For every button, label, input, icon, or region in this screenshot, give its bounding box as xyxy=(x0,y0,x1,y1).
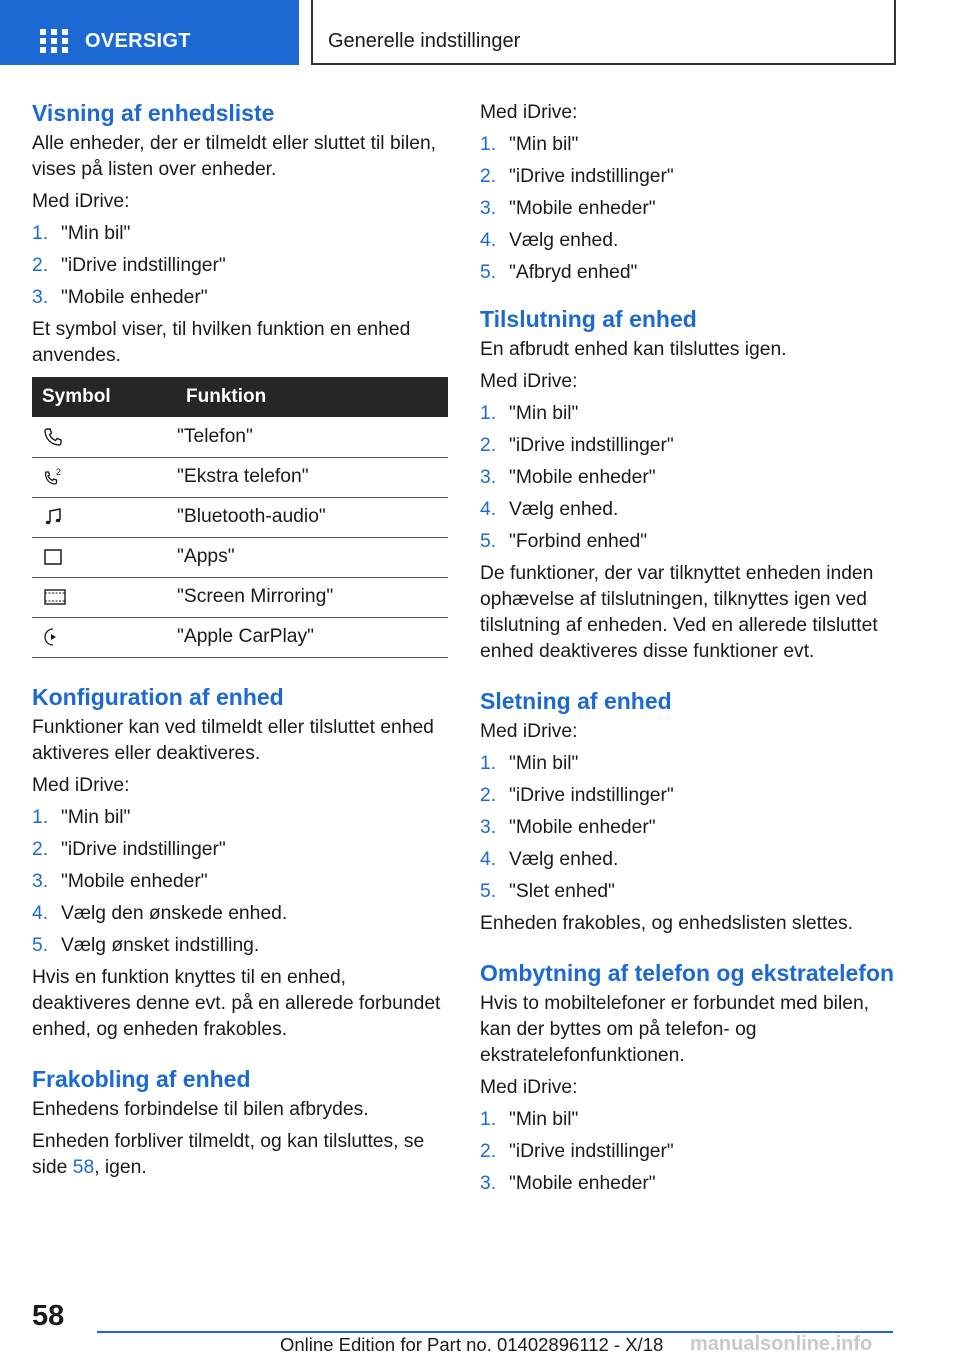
list-item: 5. "Slet enhed" xyxy=(480,881,615,902)
paragraph: Med iDrive: xyxy=(480,1077,578,1098)
list-item: 1. "Min bil" xyxy=(480,753,579,774)
phone-icon xyxy=(42,426,64,448)
paragraph: En afbrudt enhed kan tilsluttes igen. xyxy=(480,339,787,360)
paragraph: Alle enheder, der er tilmeldt eller sluttet til bilen, vises på listen over enheder. xyxy=(32,133,437,180)
grid-menu-icon xyxy=(40,29,68,53)
table-header-function: Funktion xyxy=(169,377,448,417)
paragraph: Enheden frakobles, og enhedslisten slettes. xyxy=(480,913,854,934)
table-header-symbol: Symbol xyxy=(32,377,169,417)
table-row: "Apps" xyxy=(32,537,448,577)
section-title-box[interactable] xyxy=(311,0,896,65)
list-item: 1. "Min bil" xyxy=(480,1109,579,1130)
list-item: 1. "Min bil" xyxy=(32,806,131,828)
table-row: 2 "Ekstra telefon" xyxy=(32,457,448,497)
phone-2-icon xyxy=(42,466,64,488)
paragraph: De funktioner, der var tilknyttet enheden inden ophævelse af tilslutningen, tilknyttes igen ved tilslutning af enheden. Ved en allerede tilsluttet enhed deaktiveres disse funktioner evt. xyxy=(480,563,878,662)
list-item: 3. "Mobile enheder" xyxy=(480,817,656,838)
list-item: 5. Vælg ønsket indstilling. xyxy=(32,934,260,956)
list-item: 4. Vælg enhed. xyxy=(480,499,619,520)
heading-swap-phones: Ombytning af telefon og ekstratelefon xyxy=(480,960,895,986)
edition-note: Online Edition for Part no. 01402896112 - X/18 xyxy=(280,1334,664,1355)
page-number: 58 xyxy=(32,1300,65,1332)
list-item: 4. Vælg den ønskede enhed. xyxy=(32,902,288,924)
paragraph: Funktioner kan ved tilmeldt eller tilsluttet enhed aktiveres eller deaktiveres. xyxy=(32,716,434,764)
paragraph: Med iDrive: xyxy=(480,371,578,392)
heading-delete-device: Sletning af enhed xyxy=(480,688,672,714)
paragraph: Enhedens forbindelse til bilen afbrydes. xyxy=(32,1098,369,1120)
list-item: 3. "Mobile enheder" xyxy=(480,467,656,488)
list-item: 3. "Mobile enheder" xyxy=(480,198,656,219)
heading-device-list: Visning af enhedsliste xyxy=(32,100,275,126)
list-item: 4. Vælg enhed. xyxy=(480,849,619,870)
list-item: 1. "Min bil" xyxy=(480,134,579,155)
paragraph: Et symbol viser, til hvilken funktion en enhed anvendes. xyxy=(32,319,411,366)
heading-device-configuration: Konfiguration af enhed xyxy=(32,683,284,710)
list-item: 1. "Min bil" xyxy=(480,403,579,424)
overview-tab[interactable] xyxy=(0,0,299,65)
list-item: 2. "iDrive indstillinger" xyxy=(480,166,674,187)
paragraph: Hvis en funktion knyttes til en enhed, deaktiveres denne evt. på en allerede forbundet enhed, og enheden frakobles. xyxy=(32,966,441,1040)
apps-icon xyxy=(42,546,64,568)
list-item: 3. "Mobile enheder" xyxy=(32,870,208,892)
list-item: 2. "iDrive indstillinger" xyxy=(32,255,226,276)
paragraph: Med iDrive: xyxy=(32,774,130,796)
paragraph: Hvis to mobiltelefoner er forbundet med bilen, kan der byttes om på telefon- og ekstratelefonfunktionen. xyxy=(480,993,870,1066)
table-row: "Screen Mirroring" xyxy=(32,577,448,617)
section-title: Generelle indstillinger xyxy=(328,30,521,52)
list-item: 5. "Afbryd enhed" xyxy=(480,262,638,283)
left-column xyxy=(32,100,448,1187)
heading-connect-device: Tilslutning af enhed xyxy=(480,306,697,332)
list-item: 3. "Mobile enheder" xyxy=(480,1173,656,1194)
list-item: 2. "iDrive indstillinger" xyxy=(480,1141,674,1162)
list-item: 4. Vælg enhed. xyxy=(480,230,619,251)
steps-list xyxy=(480,751,896,905)
steps-list xyxy=(480,132,896,286)
steps-list xyxy=(480,401,896,555)
list-item: 2. "iDrive indstillinger" xyxy=(480,435,674,456)
paragraph: Enheden forbliver tilmeldt, og kan tilsluttes, se side 58, igen. xyxy=(32,1130,425,1178)
list-item: 2. "iDrive indstillinger" xyxy=(32,838,226,860)
paragraph: Med iDrive: xyxy=(480,102,578,123)
steps-list xyxy=(32,805,448,959)
screen-mirroring-icon xyxy=(42,586,68,608)
heading-disconnect-device: Frakobling af enhed xyxy=(32,1065,251,1092)
table-row: "Bluetooth-audio" xyxy=(32,497,448,537)
svg-text:2: 2 xyxy=(56,466,62,477)
right-column xyxy=(480,100,896,1203)
symbol-table xyxy=(32,377,448,658)
paragraph: Med iDrive: xyxy=(480,721,578,742)
watermark: manualsonline.info xyxy=(690,1333,873,1355)
overview-label: OVERSIGT xyxy=(85,30,191,52)
list-item: 3. "Mobile enheder" xyxy=(32,287,208,308)
table-row: "Telefon" xyxy=(32,417,448,457)
list-item: 5. "Forbind enhed" xyxy=(480,531,648,552)
list-item: 2. "iDrive indstillinger" xyxy=(480,785,674,806)
music-note-icon xyxy=(42,506,64,528)
paragraph: Med iDrive: xyxy=(32,191,130,212)
table-row: "Apple CarPlay" xyxy=(32,617,448,657)
page-link[interactable]: 58 xyxy=(72,1156,95,1178)
list-item: 1. "Min bil" xyxy=(32,223,131,244)
steps-list xyxy=(32,221,448,311)
steps-list xyxy=(480,1107,896,1197)
carplay-icon xyxy=(42,626,64,648)
